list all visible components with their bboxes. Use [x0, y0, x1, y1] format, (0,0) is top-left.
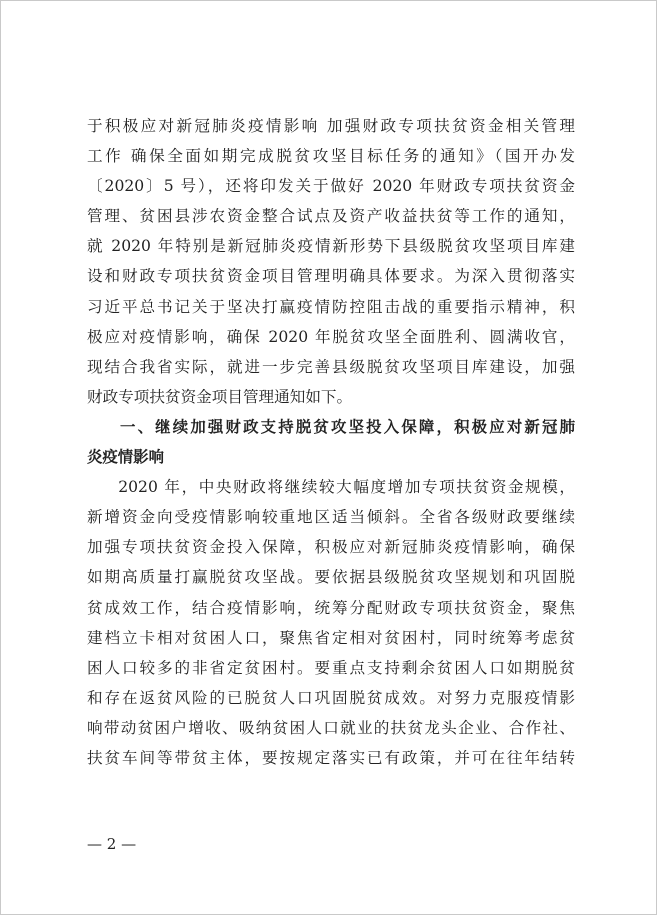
- paragraph-2-line-5: 贫成效工作，结合疫情影响，统筹分配财政专项扶贫资金，聚焦: [87, 598, 575, 617]
- paragraph-2-line-10: 扶贫车间等带贫主体，要按规定落实已有政策，并可在往年结转: [87, 748, 575, 767]
- paragraph-2-line-2: 新增资金向受疫情影响较重地区适当倾斜。全省各级财政要继续: [87, 508, 575, 527]
- paragraph-1-line-5: 就 2020 年特别是新冠肺炎疫情新形势下县级脱贫攻坚项目库建: [87, 237, 575, 256]
- section-heading-line-1: [87, 412, 575, 442]
- section-heading-text-1: 一、继续加强财政支持脱贫攻坚投入保障，积极应对新冠肺: [117, 417, 575, 436]
- paragraph-1-line-7: 习近平总书记关于坚决打赢疫情防控阻击战的重要指示精神，积: [87, 297, 575, 316]
- page-number: — 2 —: [87, 835, 137, 853]
- paragraph-1-line-8: 极应对疫情影响，确保 2020 年脱贫攻坚全面胜利、圆满收官，: [87, 327, 575, 346]
- paragraph-2-line-7: 困人口较多的非省定贫困村。要重点支持剩余贫困人口如期脱贫: [87, 658, 575, 677]
- paragraph-1-line-2: 工作 确保全面如期完成脱贫攻坚目标任务的通知》（国开办发: [87, 147, 575, 166]
- paragraph-2-line-3: 加强专项扶贫资金投入保障，积极应对新冠肺炎疫情影响，确保: [87, 538, 575, 557]
- paragraph-1-line-6: 设和财政专项扶贫资金项目管理明确具体要求。为深入贯彻落实: [87, 267, 575, 286]
- paragraph-1-line-3: 〔2020〕5 号），还将印发关于做好 2020 年财政专项扶贫资金: [87, 177, 575, 196]
- paragraph-1-line-9: 现结合我省实际，就进一步完善县级脱贫攻坚项目库建设，加强: [87, 357, 575, 376]
- paragraph-2-line-6: 建档立卡相对贫困人口，聚焦省定相对贫困村，同时统筹考虑贫: [87, 628, 575, 647]
- paragraph-1-line-10: 财政专项扶贫资金项目管理通知如下。: [87, 387, 353, 406]
- paragraph-2-line-1: [87, 472, 575, 502]
- paragraph-2-line-9: 响带动贫困户增收、吸纳贫困人口就业的扶贫龙头企业、合作社、: [87, 718, 575, 737]
- paragraph-2-line-1-text: 2020 年，中央财政将继续较大幅度增加专项扶贫资金规模，: [118, 478, 575, 497]
- section-heading-line-2: 炎疫情影响: [87, 448, 164, 467]
- document-body: [87, 111, 575, 773]
- paragraph-1-line-4: 管理、贫困县涉农资金整合试点及资产收益扶贫等工作的通知，: [87, 207, 575, 226]
- paragraph-2-line-8: 和存在返贫风险的已脱贫人口巩固脱贫成效。对努力克服疫情影: [87, 688, 575, 707]
- paragraph-2-line-4: 如期高质量打赢脱贫攻坚战。要依据县级脱贫攻坚规划和巩固脱: [87, 568, 575, 587]
- paragraph-1-line-1: 于积极应对新冠肺炎疫情影响 加强财政专项扶贫资金相关管理: [87, 117, 575, 135]
